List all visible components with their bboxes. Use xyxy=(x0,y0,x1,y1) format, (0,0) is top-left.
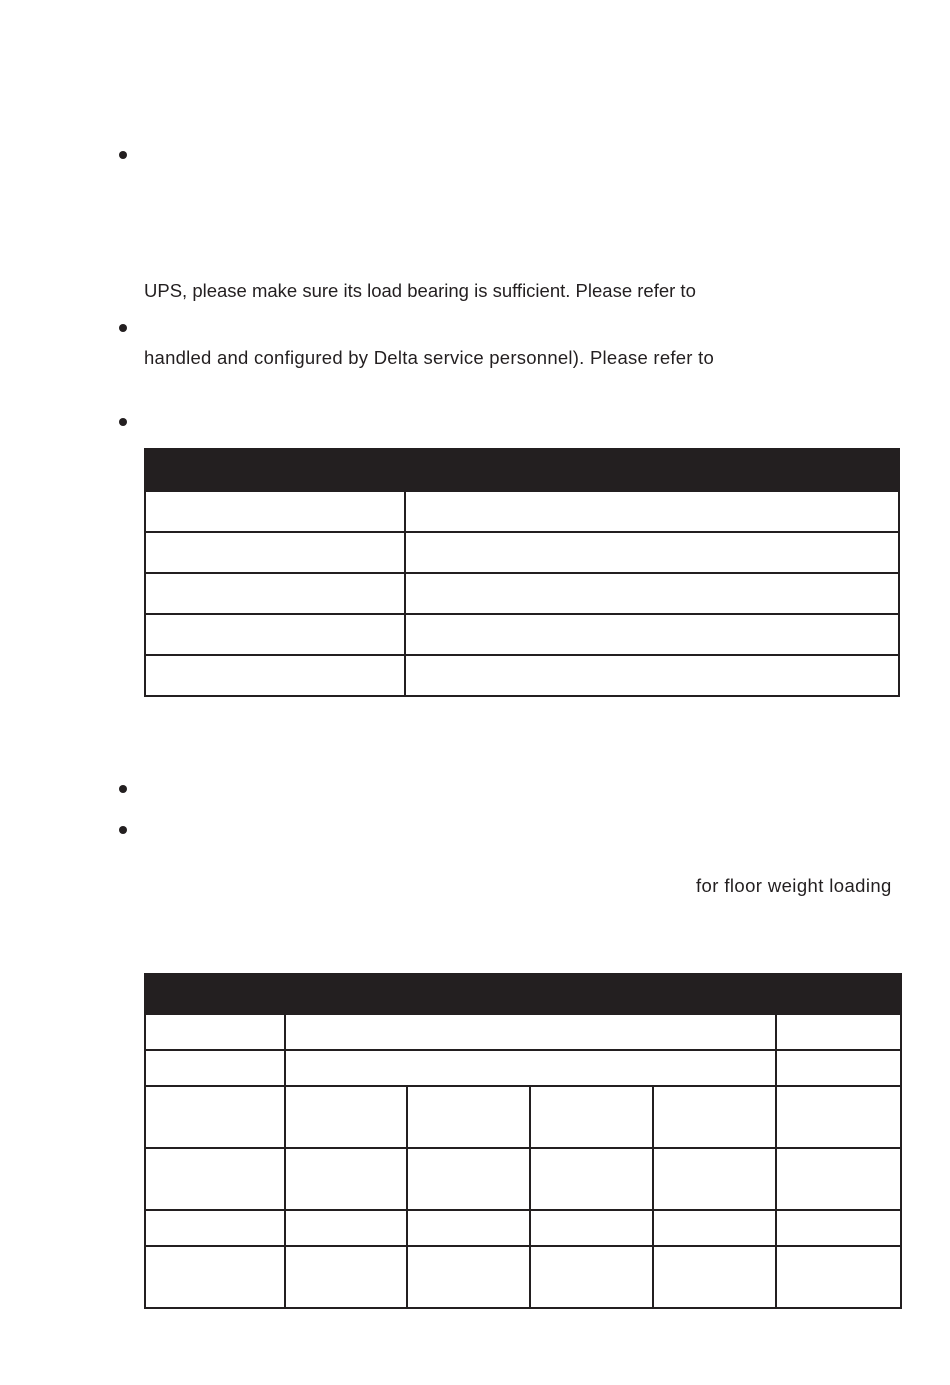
table-header-cell xyxy=(405,449,899,491)
table-cell xyxy=(145,1086,285,1148)
table-cell xyxy=(285,1014,776,1050)
table-header-row xyxy=(145,449,899,491)
table-header-cell xyxy=(285,974,776,1014)
table-cell xyxy=(145,532,405,573)
table-cell xyxy=(776,1246,901,1308)
table-cell xyxy=(653,1086,776,1148)
table-header-cell xyxy=(776,974,901,1014)
table-cell xyxy=(285,1086,407,1148)
table-cell xyxy=(407,1210,530,1246)
bullet-2 xyxy=(119,324,127,332)
table-cell xyxy=(145,573,405,614)
table-cell xyxy=(405,532,899,573)
table-row xyxy=(145,655,899,696)
table-cell xyxy=(653,1246,776,1308)
table-row xyxy=(145,614,899,655)
table-cell xyxy=(776,1050,901,1086)
table-row xyxy=(145,1210,901,1246)
bullet-5 xyxy=(119,826,127,834)
table-cell xyxy=(405,614,899,655)
table-cell xyxy=(145,1050,285,1086)
table-cell xyxy=(405,655,899,696)
table-cell xyxy=(530,1148,653,1210)
table-row xyxy=(145,573,899,614)
service-personnel-text: handled and configured by Delta service personnel). Please refer to xyxy=(144,347,715,368)
table-row xyxy=(145,1246,901,1308)
table-cell xyxy=(407,1086,530,1148)
table-cell xyxy=(405,573,899,614)
table-cell xyxy=(776,1014,901,1050)
table-header-cell xyxy=(145,449,405,491)
table-cell xyxy=(776,1210,901,1246)
table-cell xyxy=(776,1148,901,1210)
table-cell xyxy=(407,1246,530,1308)
table-cell xyxy=(776,1086,901,1148)
bullet-4 xyxy=(119,785,127,793)
table-row xyxy=(145,532,899,573)
table-cell xyxy=(285,1050,776,1086)
floor-load-text: UPS, please make sure its load bearing is sufficient. Please refer to xyxy=(144,280,696,301)
table-cell xyxy=(145,1246,285,1308)
table-cell xyxy=(285,1246,407,1308)
table-cell xyxy=(285,1210,407,1246)
table-row xyxy=(145,491,899,532)
bullet-3 xyxy=(119,418,127,426)
table-cell xyxy=(530,1246,653,1308)
table-cell xyxy=(145,491,405,532)
spec-table-1 xyxy=(144,448,900,697)
table-row xyxy=(145,1148,901,1210)
table-cell xyxy=(653,1210,776,1246)
table-cell xyxy=(405,491,899,532)
table-cell xyxy=(530,1210,653,1246)
table-cell xyxy=(407,1148,530,1210)
table-cell xyxy=(145,1210,285,1246)
table-cell xyxy=(285,1148,407,1210)
table-cell xyxy=(145,1014,285,1050)
table-row xyxy=(145,1086,901,1148)
table-cell xyxy=(145,1148,285,1210)
table-cell xyxy=(530,1086,653,1148)
table-row xyxy=(145,1014,901,1050)
spec-table-2 xyxy=(144,973,902,1309)
table-header-cell xyxy=(145,974,285,1014)
table-row xyxy=(145,1050,901,1086)
table-cell xyxy=(145,614,405,655)
table-cell xyxy=(145,655,405,696)
table-header-row xyxy=(145,974,901,1014)
table-cell xyxy=(653,1148,776,1210)
floor-weight-text: for floor weight loading xyxy=(696,875,892,896)
bullet-1 xyxy=(119,151,127,159)
